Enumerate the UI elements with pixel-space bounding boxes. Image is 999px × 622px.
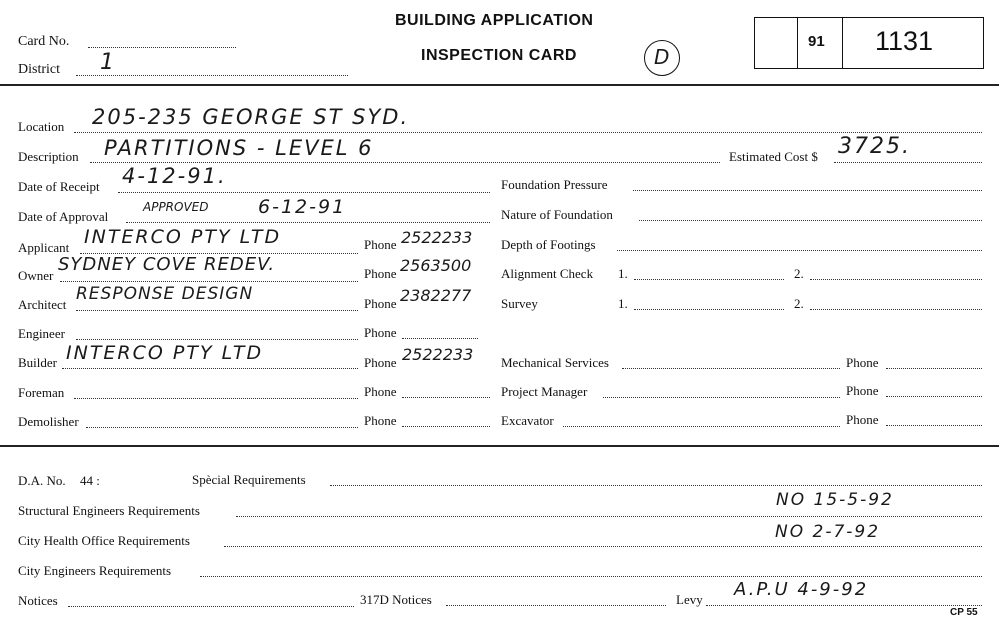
foreman-phone-line <box>402 397 490 398</box>
structural-requirements-line <box>236 516 982 517</box>
card-year: 91 <box>808 33 825 50</box>
demolisher-phone-label: Phone <box>364 413 397 428</box>
card-number-box <box>754 17 984 69</box>
levy-label: Levy <box>676 592 703 607</box>
mechanical-services-phone-line <box>886 368 982 369</box>
health-requirements-value: NO 2-7-92 <box>775 522 881 542</box>
levy-value: A.P.U 4-9-92 <box>734 579 869 600</box>
survey-1-line <box>634 309 784 310</box>
approved-note: APPROVED <box>143 200 209 214</box>
card-no-label: Card No. <box>18 34 70 49</box>
special-requirements-label: Spècial Requirements <box>192 472 306 487</box>
location-line <box>74 132 982 133</box>
architect-phone-label: Phone <box>364 296 397 311</box>
title-line-2: INSPECTION CARD <box>421 47 577 64</box>
circled-mark-letter: D <box>654 45 670 69</box>
location-value: 205-235 GEORGE ST SYD. <box>92 105 410 129</box>
date-of-receipt-line <box>118 192 490 193</box>
alignment-check-2-line <box>810 279 982 280</box>
title-line-1: BUILDING APPLICATION <box>395 12 594 29</box>
foundation-pressure-label: Foundation Pressure <box>501 177 608 192</box>
demolisher-label: Demolisher <box>18 414 79 429</box>
district-value: 1 <box>100 50 116 75</box>
date-of-receipt-label: Date of Receipt <box>18 179 100 194</box>
survey-2-label: 2. <box>794 296 804 311</box>
mechanical-services-label: Mechanical Services <box>501 355 609 370</box>
date-of-receipt-value: 4-12-91. <box>122 164 227 188</box>
owner-label: Owner <box>18 268 54 283</box>
excavator-phone-label: Phone <box>846 412 879 427</box>
applicant-label: Applicant <box>18 240 70 255</box>
owner-phone-value: 2563500 <box>400 256 472 275</box>
health-requirements-line <box>224 546 982 547</box>
notices-label: Notices <box>18 593 58 608</box>
demolisher-phone-line <box>402 426 490 427</box>
mechanical-services-phone-label: Phone <box>846 355 879 370</box>
architect-phone-value: 2382277 <box>400 286 472 305</box>
details-rule <box>0 445 999 447</box>
excavator-phone-line <box>886 425 982 426</box>
notices-317d-line <box>446 605 666 606</box>
estimated-cost-value: 3725. <box>838 134 911 159</box>
engineer-phone-line <box>402 338 478 339</box>
structural-requirements-label: Structural Engineers Requirements <box>18 503 200 518</box>
card-no-line <box>88 47 236 48</box>
description-label: Description <box>18 149 79 164</box>
survey-2-line <box>810 309 982 310</box>
notices-317d-label: 317D Notices <box>360 592 432 607</box>
owner-line <box>60 281 358 282</box>
builder-phone-label: Phone <box>364 355 397 370</box>
city-engineers-requirements-line <box>200 576 982 577</box>
nature-of-foundation-label: Nature of Foundation <box>501 207 613 222</box>
alignment-check-1-line <box>634 279 784 280</box>
survey-label: Survey <box>501 296 538 311</box>
description-line <box>90 162 720 163</box>
district-label: District <box>18 62 60 77</box>
builder-label: Builder <box>18 355 57 370</box>
notices-line <box>68 606 354 607</box>
builder-value: INTERCO PTY LTD <box>66 342 264 364</box>
survey-1-label: 1. <box>618 296 628 311</box>
architect-label: Architect <box>18 297 67 312</box>
project-manager-phone-label: Phone <box>846 383 879 398</box>
da-no-value: 44 : <box>80 473 100 488</box>
builder-phone-value: 2522233 <box>402 345 474 364</box>
project-manager-label: Project Manager <box>501 384 588 399</box>
demolisher-line <box>86 427 358 428</box>
alignment-check-label: Alignment Check <box>501 266 594 281</box>
applicant-value: INTERCO PTY LTD <box>84 226 282 248</box>
date-of-approval-line <box>126 222 490 223</box>
engineer-phone-label: Phone <box>364 325 397 340</box>
engineer-label: Engineer <box>18 326 65 341</box>
project-manager-line <box>603 397 840 398</box>
form-code: CP 55 <box>950 607 978 618</box>
mechanical-services-line <box>622 368 840 369</box>
box-divider-1 <box>797 17 798 69</box>
nature-of-foundation-line <box>639 220 982 221</box>
foreman-line <box>74 398 358 399</box>
location-label: Location <box>18 119 65 134</box>
applicant-phone-label: Phone <box>364 237 397 252</box>
date-of-approval-value: 6-12-91 <box>258 196 347 218</box>
estimated-cost-label: Estimated Cost $ <box>729 149 818 164</box>
structural-requirements-value: NO 15-5-92 <box>776 490 894 510</box>
foreman-label: Foreman <box>18 385 65 400</box>
project-manager-phone-line <box>886 396 982 397</box>
date-of-approval-label: Date of Approval <box>18 209 109 224</box>
levy-line <box>706 605 982 606</box>
excavator-label: Excavator <box>501 413 554 428</box>
excavator-line <box>563 426 840 427</box>
alignment-check-2-label: 2. <box>794 266 804 281</box>
depth-of-footings-line <box>617 250 982 251</box>
depth-of-footings-label: Depth of Footings <box>501 237 596 252</box>
foreman-phone-label: Phone <box>364 384 397 399</box>
estimated-cost-line <box>834 162 982 163</box>
description-value: PARTITIONS - LEVEL 6 <box>104 136 374 160</box>
card-number: 1131 <box>875 26 934 56</box>
da-no-label: D.A. No. <box>18 473 66 488</box>
builder-line <box>62 368 358 369</box>
owner-phone-label: Phone <box>364 266 397 281</box>
special-requirements-line <box>330 485 982 486</box>
header-rule <box>0 84 999 86</box>
district-line <box>76 75 348 76</box>
health-requirements-label: City Health Office Requirements <box>18 533 190 548</box>
architect-value: RESPONSE DESIGN <box>76 284 254 304</box>
alignment-check-1-label: 1. <box>618 266 628 281</box>
engineer-line <box>76 339 358 340</box>
applicant-phone-value: 2522233 <box>401 228 473 247</box>
circled-mark <box>644 40 680 76</box>
architect-line <box>76 310 358 311</box>
city-engineers-requirements-label: City Engineers Requirements <box>18 563 172 578</box>
foundation-pressure-line <box>633 190 982 191</box>
box-divider-2 <box>842 17 843 69</box>
owner-value: SYDNEY COVE REDEV. <box>58 254 276 275</box>
